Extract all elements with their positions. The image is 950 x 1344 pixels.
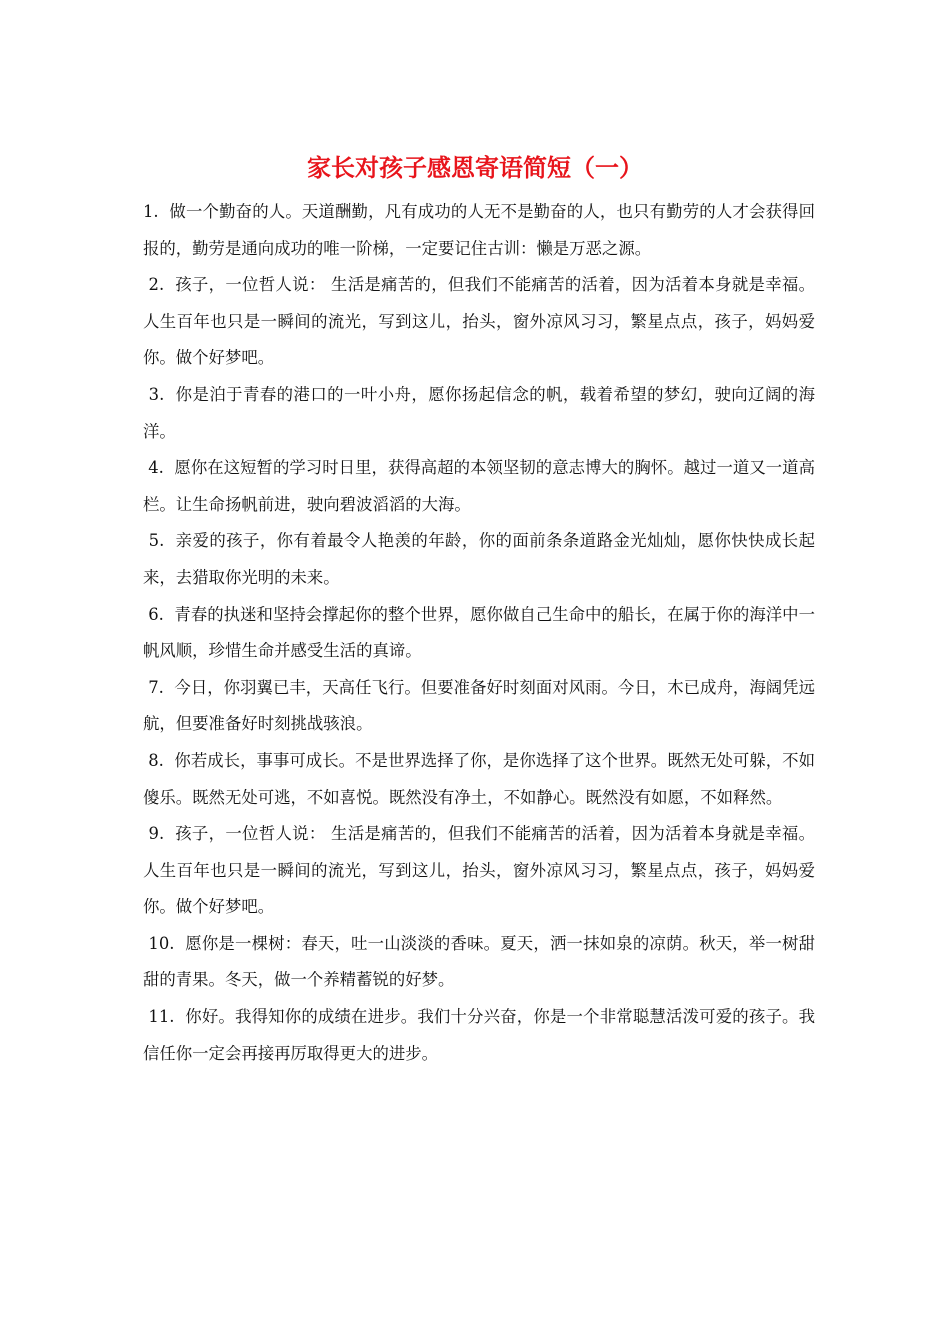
paragraph-5 bbox=[143, 523, 815, 596]
paragraph-text: 做一个勤奋的人。天道酬勤，凡有成功的人无不是勤奋的人，也只有勤劳的人才会获得回报的，勤劳是通向成功的唯一阶梯，一定要记住古训：懒是万恶之源。 bbox=[143, 202, 816, 258]
paragraph-number: 2. bbox=[148, 275, 165, 295]
paragraph-number: 8. bbox=[148, 750, 164, 770]
paragraph-3 bbox=[143, 377, 815, 450]
paragraph-text: 孩子，一位哲人说： 生活是痛苦的，但我们不能痛苦的活着，因为活着本身就是幸福。 人生百年也只是一瞬间的流光，写到这儿，抬头，窗外凉风习习，繁星点点，孩子，妈妈爱你。做个好梦吧。 bbox=[143, 275, 816, 368]
document-title: 家长对孩子感恩寄语简短（一） bbox=[307, 153, 643, 182]
paragraph-7 bbox=[143, 670, 815, 743]
paragraph-10 bbox=[143, 926, 815, 999]
paragraph-text: 孩子，一位哲人说： 生活是痛苦的，但我们不能痛苦的活着，因为活着本身就是幸福。 人生百年也只是一瞬间的流光，写到这儿，抬头，窗外凉风习习，繁星点点，孩子，妈妈爱你。做个好梦吧。 bbox=[143, 824, 816, 917]
paragraph-number: 11. bbox=[148, 1007, 175, 1027]
paragraph-text: 青春的执迷和坚持会撑起你的整个世界，愿你做自己生命中的船长，在属于你的海洋中一帆风顺，珍惜生命并感受生活的真谛。 bbox=[143, 604, 815, 661]
paragraph-text: 你若成长，事事可成长。不是世界选择了你，是你选择了这个世界。既然无处可躲，不如傻乐。既然无处可逃，不如喜悦。既然没有净土，不如静心。既然没有如愿，不如释然。 bbox=[143, 750, 815, 807]
paragraph-9 bbox=[143, 816, 815, 926]
paragraph-11 bbox=[143, 999, 815, 1072]
paragraph-text: 你是泊于青春的港口的一叶小舟，愿你扬起信念的帆，载着希望的梦幻，驶向辽阔的海洋。 bbox=[143, 384, 816, 441]
paragraph-number: 5. bbox=[148, 531, 165, 551]
paragraph-number: 6. bbox=[148, 604, 164, 624]
paragraph-number: 3. bbox=[148, 384, 165, 404]
paragraph-number: 9. bbox=[148, 824, 165, 844]
paragraph-2 bbox=[143, 267, 815, 377]
paragraph-text: 亲爱的孩子，你有着最令人艳羡的年龄，你的面前条条道路金光灿灿，愿你快快成长起来，去猎取你光明的未来。 bbox=[143, 531, 816, 587]
document-body bbox=[143, 194, 815, 1072]
paragraph-6 bbox=[143, 597, 815, 670]
paragraph-text: 今日，你羽翼已丰，天高任飞行。但要准备好时刻面对风雨。今日，木已成舟，海阔凭远航，但要准备好时刻挑战骇浪。 bbox=[143, 677, 815, 734]
paragraph-4 bbox=[143, 450, 815, 523]
paragraph-number: 7. bbox=[148, 677, 164, 697]
paragraph-text: 愿你是一棵树：春天，吐一山淡淡的香味。夏天，洒一抹如泉的凉荫。秋天，举一树甜甜的青果。冬天，做一个养精蓄锐的好梦。 bbox=[143, 933, 816, 990]
paragraph-text: 你好。我得知你的成绩在进步。我们十分兴奋，你是一个非常聪慧活泼可爱的孩子。我信任你一定会再接再厉取得更大的进步。 bbox=[143, 1007, 816, 1063]
paragraph-number: 10. bbox=[148, 933, 175, 953]
paragraph-number: 4. bbox=[148, 458, 164, 478]
paragraph-1 bbox=[143, 194, 815, 267]
paragraph-text: 愿你在这短暂的学习时日里，获得高超的本领坚韧的意志博大的胸怀。越过一道又一道高栏。让生命扬帆前进，驶向碧波滔滔的大海。 bbox=[143, 458, 815, 514]
paragraph-number: 1. bbox=[143, 202, 159, 221]
paragraph-8 bbox=[143, 743, 815, 816]
